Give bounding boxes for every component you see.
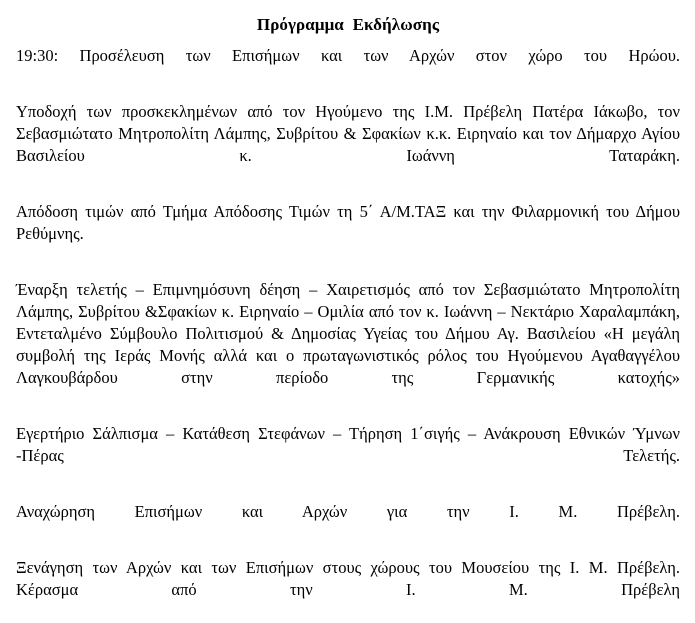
paragraph-arrival: 19:30: Προσέλευση των Επισήμων και των Αρχών στον χώρο του Ηρώου. [16, 46, 680, 65]
paragraph-ceremony-start: Έναρξη τελετής – Επιμνημόσυνη δέηση – Χαιρετισμός από τον Σεβασμιώτατο Μητροπολίτη Λάμπης, Συβρίτου &Σφακίων κ. Ειρηναίο – Ομιλία από τον κ. Ιωάννη – Νεκτάριο Χαραλαμπάκη, Εντεταλμένο Σύμβουλο Πολιτισμού & Δημοσίας Υγείας του Δήμου Αγ. Βασιλείου «Η μεγάλη συμβολή της Ιεράς Μονής αλλά και ο πρωταγωνιστικός ρόλος του Ηγούμενου Αγαθαγγέλου Λαγκουβάρδου στην περίοδο της Γερμανικής κατοχής» [16, 280, 680, 387]
paragraph-museum-tour: Ξενάγηση των Αρχών και των Επισήμων στους χώρους του Μουσείου της Ι. Μ. Πρέβελη. Κέρασμα από την Ι. Μ. Πρέβελη [16, 558, 680, 599]
paragraph-reception: Υποδοχή των προσκεκλημένων από τον Ηγούμενο της Ι.Μ. Πρέβελη Πατέρα Ιάκωβο, τον Σεβασμιώτατο Μητροπολίτη Λάμπης, Συβρίτου & Σφακίων κ.κ. Ειρηναίο και τον Δήμαρχο Αγίου Βασιλείου κ. Ιωάννη Ταταράκη. [16, 102, 680, 165]
paragraph-wreaths: Εγερτήριο Σάλπισμα – Κατάθεση Στεφάνων – Τήρηση 1΄σιγής – Ανάκρουση Εθνικών Ύμνων -Πέρας Τελετής. [16, 424, 680, 465]
paragraph-departure: Αναχώρηση Επισήμων και Αρχών για την Ι. Μ. Πρέβελη. [16, 502, 680, 521]
page-title: Πρόγραμμα Εκδήλωσης [256, 15, 440, 34]
paragraph-honours: Απόδοση τιμών από Τμήμα Απόδοσης Τιμών τη 5΄ Α/Μ.ΤΑΞ και την Φιλαρμονική του Δήμου Ρεθύμνης. [16, 202, 680, 243]
